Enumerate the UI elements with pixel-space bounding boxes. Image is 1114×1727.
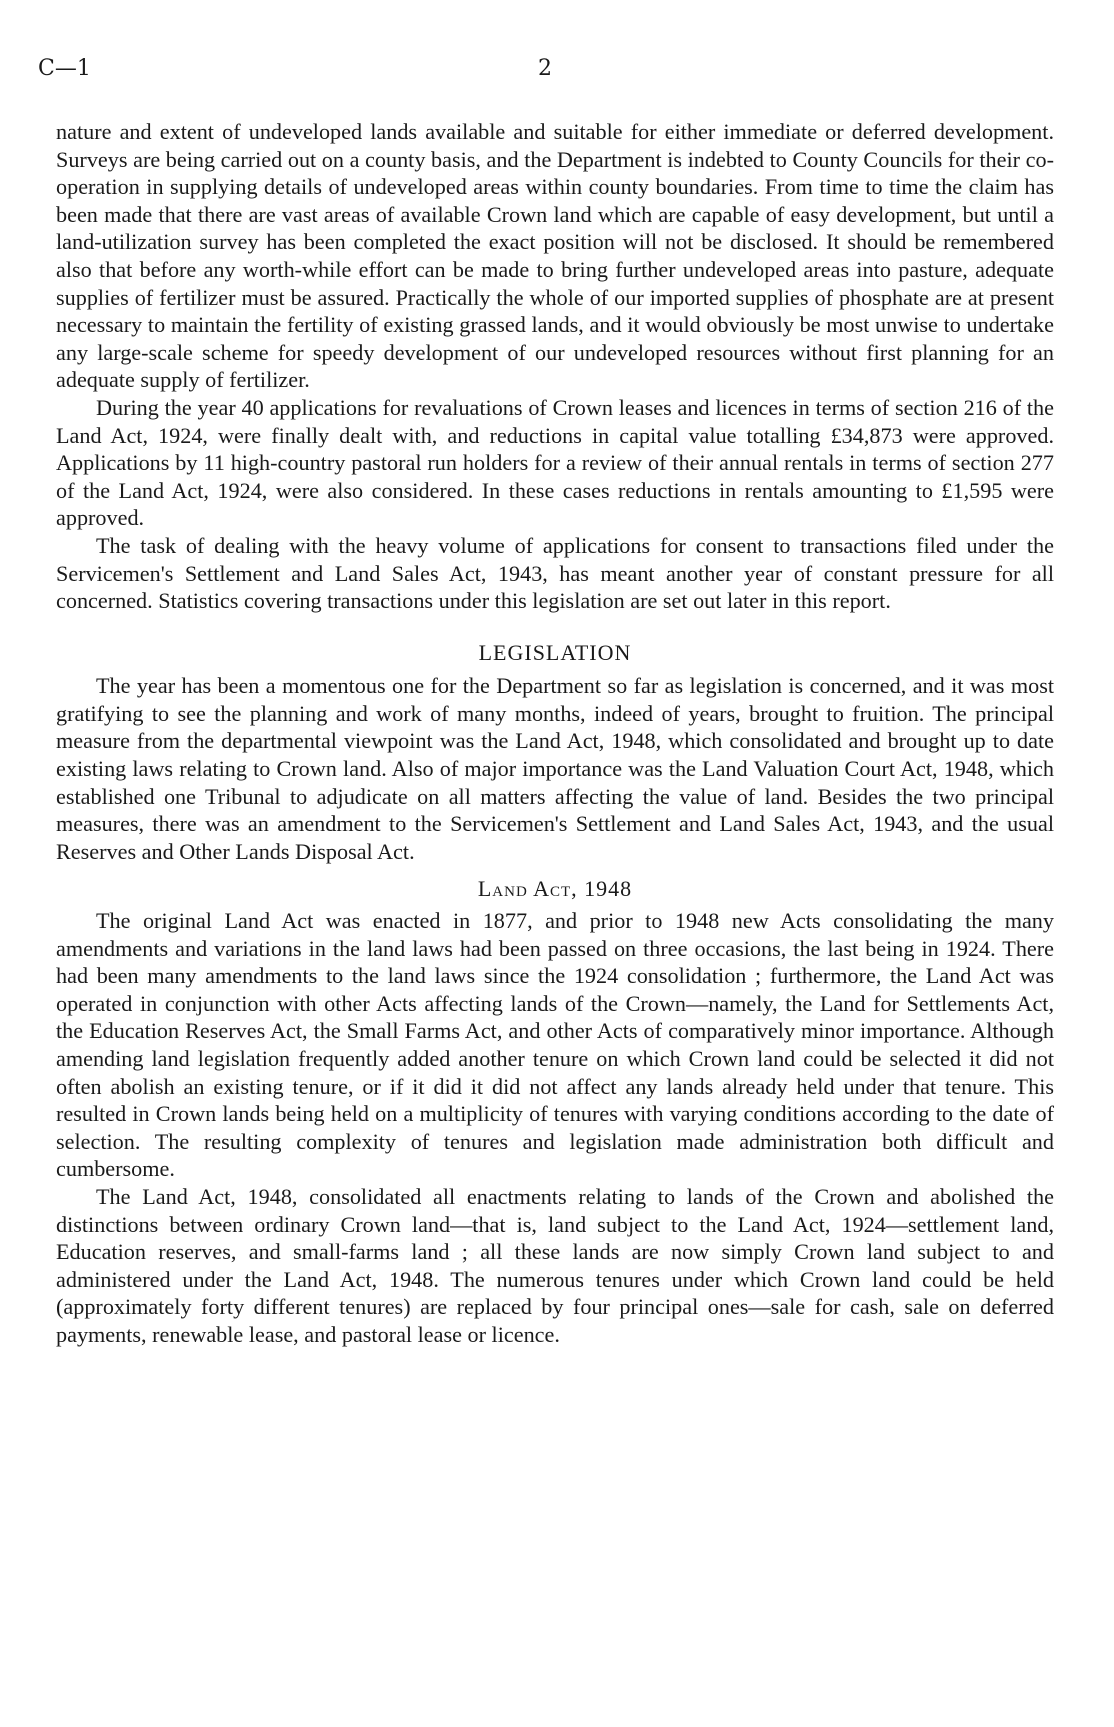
paragraph-legislation: The year has been a momentous one for the Department so far as legislation is concerned, and it was most gratifying to see the planning and work of many months, indeed of years, brought to fruition. The principal measure from the departmental viewpoint was the Land Act, 1948, which consolidated and brought up to date existing laws relating to Crown land. Also of major importance was the Land Valuation Court Act, 1948, which established one Tribunal to adjudicate on all matters affecting the value of land. Besides the two principal measures, there was an amendment to the Servicemen's Settlement and Land Sales Act, 1943, and the usual Reserves and Other Lands Disposal Act.	[56, 673, 1054, 864]
paragraph-land-act-2: The Land Act, 1948, consolidated all enactments relating to lands of the Crown and abolished the distinctions between ordinary Crown land—that is, land subject to the Land Act, 1924—settlement land, Education reserves, and small-farms land ; all these lands are now simply Crown land subject to and administered under the Land Act, 1948. The numerous tenures under which Crown land could be held (approximately forty different tenures) are replaced by four principal ones—sale for cash, sale on deferred payments, renewable lease, and pastoral lease or licence.	[56, 1183, 1054, 1347]
document-reference: C—1	[38, 56, 91, 81]
paragraph-intro-2: During the year 40 applications for revaluations of Crown leases and licences in terms of section 216 of the Land Act, 1924, were finally dealt with, and reductions in capital value totalling £34,873 were approved. Applications by 11 high-country pastoral run holders for a review of their annual rentals in terms of section 277 of the Land Act, 1924, were also considered. In these cases reductions in rentals amounting to £1,595 were approved.	[56, 394, 1054, 531]
page-number: 2	[538, 56, 552, 81]
page-header	[38, 56, 1054, 86]
body-text	[56, 118, 1054, 1349]
paragraph-land-act-1: The original Land Act was enacted in 1877, and prior to 1948 new Acts consolidating the many amendments and variations in the land laws had been passed on three occasions, the last being in 1924. There had been many amendments to the land laws since the 1924 consolidation ; furthermore, the Land Act was operated in conjunction with other Acts affecting lands of the Crown—namely, the Land for Settlements Act, the Education Reserves Act, the Small Farms Act, and other Acts of comparatively minor importance. Although amending land legislation frequently added another tenure on which Crown land could be selected it did not often abolish an existing tenure, or if it did it did not affect any lands already held under that tenure. This resulted in Crown lands being held on a multiplicity of tenures with varying conditions according to the date of selection. The resulting complexity of tenures and legislation made administration both difficult and cumbersome.	[56, 908, 1054, 1182]
paragraph-intro-1: nature and extent of undeveloped lands available and suitable for either immediate or deferred development. Surveys are being carried out on a county basis, and the Department is indebted to County Councils for their co-operation in supplying details of undeveloped areas within county boundaries. From time to time the claim has been made that there are vast areas of available Crown land which are capable of easy development, but until a land-utilization survey has been completed the exact position will not be disclosed. It should be remembered also that before any worth-while effort can be made to bring further undeveloped areas into pasture, adequate supplies of fertilizer must be assured. Practically the whole of our imported supplies of phosphate are at present necessary to maintain the fertility of existing grassed lands, and it would obviously be most unwise to undertake any large-scale scheme for speedy development of our undeveloped resources without first planning for an adequate supply of fertilizer.	[56, 119, 1054, 393]
paragraph-intro-3: The task of dealing with the heavy volume of applications for consent to transactions filed under the Servicemen's Settlement and Land Sales Act, 1943, has meant another year of constant pressure for all concerned. Statistics covering transactions under this legislation are set out later in this report.	[56, 532, 1054, 614]
section-heading-land-act: Land Act, 1948	[477, 876, 633, 902]
section-heading-legislation: LEGISLATION	[478, 639, 632, 665]
